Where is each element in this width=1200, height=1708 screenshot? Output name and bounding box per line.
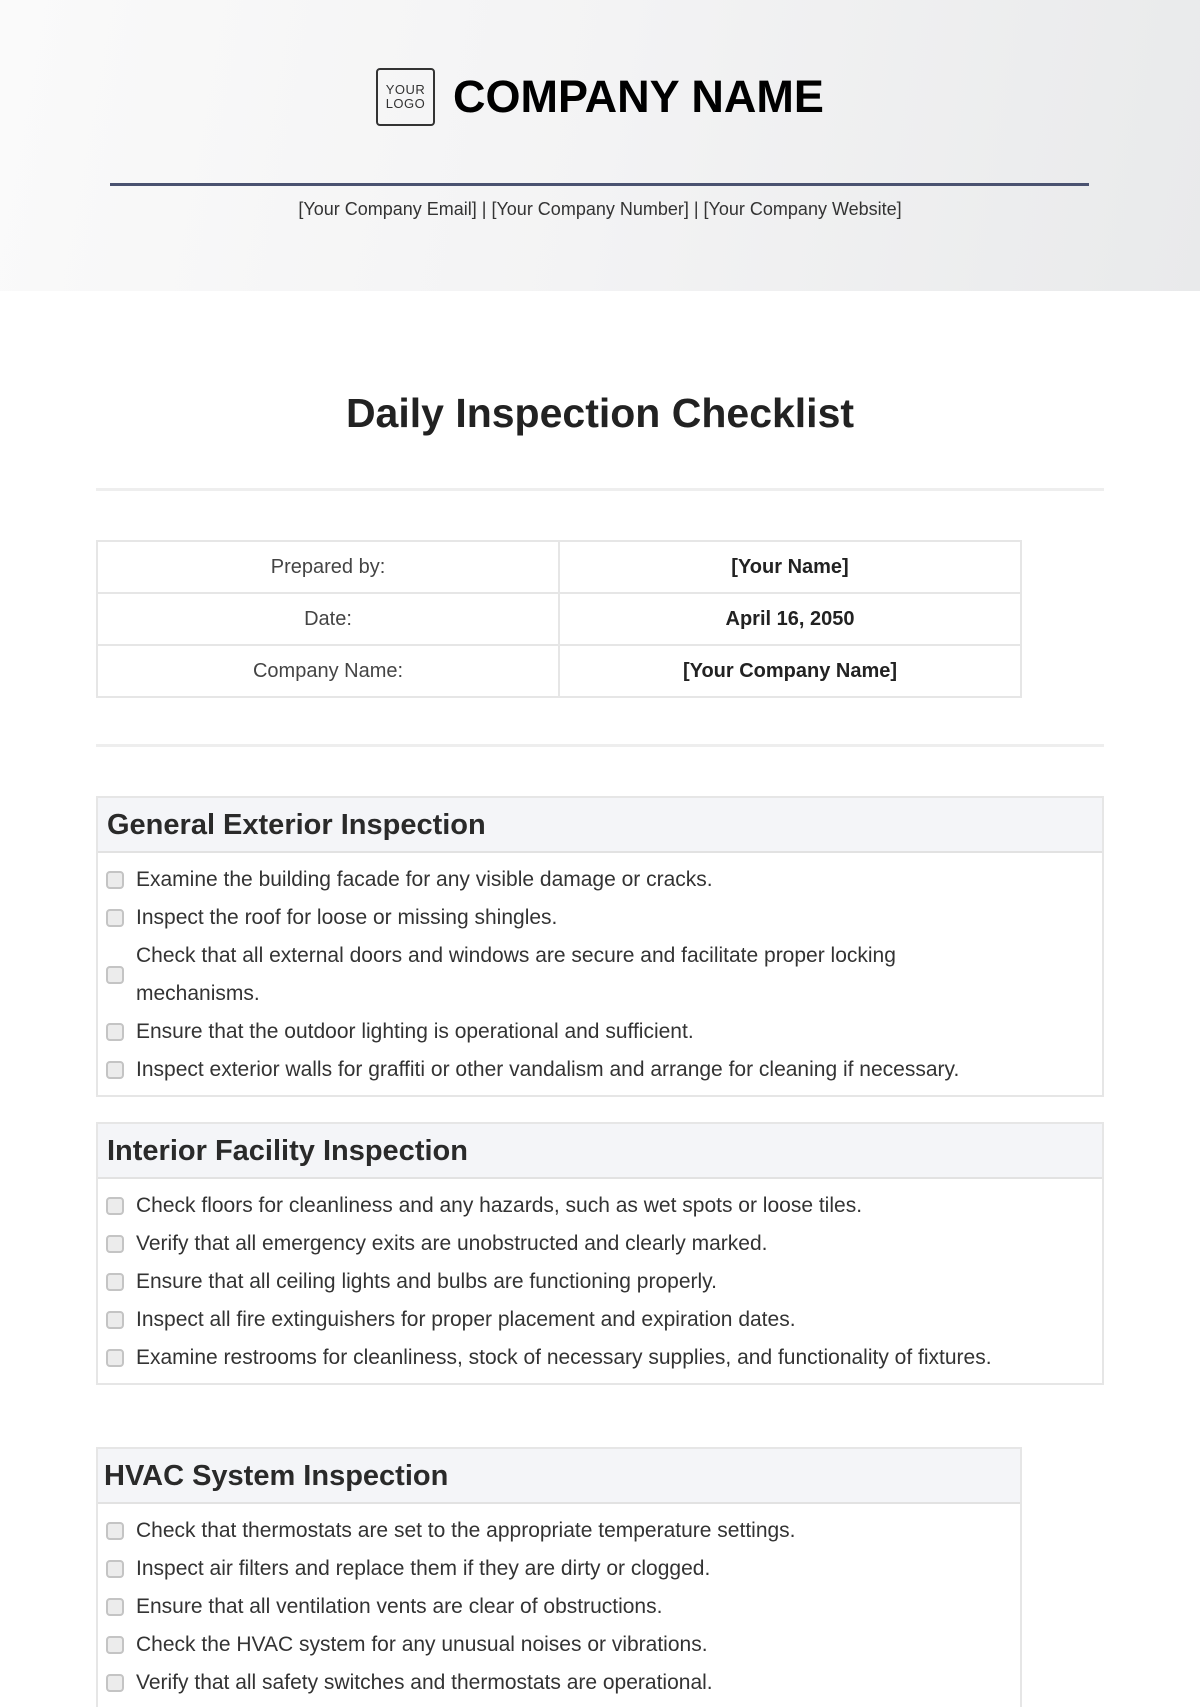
- info-value: April 16, 2050: [559, 593, 1021, 645]
- letterhead: [0, 0, 1200, 291]
- checklist-item: [98, 1664, 1020, 1702]
- checkbox[interactable]: [106, 1522, 124, 1540]
- checklist-item-text: Verify that all safety switches and thermostats are operational.: [136, 1671, 713, 1694]
- checklist-item-text: Ensure that all ventilation vents are clear of obstructions.: [136, 1595, 663, 1618]
- checklist-item: [98, 1588, 1020, 1626]
- checklist-item-text: Inspect all fire extinguishers for proper placement and expiration dates.: [136, 1308, 796, 1331]
- info-table: [96, 540, 1022, 698]
- checklist-item-text: Examine the building facade for any visible damage or cracks.: [136, 868, 713, 891]
- checklist-item: [98, 1339, 1102, 1377]
- section-hvac: [96, 1447, 1022, 1707]
- checkbox[interactable]: [106, 1023, 124, 1041]
- section-heading: HVAC System Inspection: [98, 1449, 1020, 1504]
- checklist-item-text: Check that all external doors and windows are secure and facilitate proper locking mechanisms.: [136, 944, 896, 1005]
- checklist-item-text: Check floors for cleanliness and any hazards, such as wet spots or loose tiles.: [136, 1194, 863, 1217]
- info-label: Prepared by:: [97, 541, 559, 593]
- checklist-item-text: Ensure that all ceiling lights and bulbs are functioning properly.: [136, 1270, 717, 1293]
- checklist-item: [98, 1550, 1020, 1588]
- checklist-item: [98, 1263, 1102, 1301]
- table-row: [97, 645, 1021, 697]
- checklist-item-text: Inspect exterior walls for graffiti or other vandalism and arrange for cleaning if necessary.: [136, 1058, 960, 1081]
- checklist-item: [98, 861, 1102, 899]
- checklist-item-text: Inspect air filters and replace them if they are dirty or clogged.: [136, 1557, 711, 1580]
- checkbox[interactable]: [106, 1273, 124, 1291]
- checkbox[interactable]: [106, 871, 124, 889]
- checklist: [98, 1504, 1020, 1708]
- checklist-item-text: Check that thermostats are set to the appropriate temperature settings.: [136, 1519, 796, 1542]
- checklist-item: [98, 1013, 1102, 1051]
- checklist-item: [98, 1626, 1020, 1664]
- table-row: [97, 593, 1021, 645]
- checkbox[interactable]: [106, 1197, 124, 1215]
- section-heading: Interior Facility Inspection: [98, 1124, 1102, 1179]
- header-divider: [110, 183, 1089, 186]
- checkbox[interactable]: [106, 1674, 124, 1692]
- checkbox[interactable]: [106, 1061, 124, 1079]
- checklist-item: [98, 1301, 1102, 1339]
- checkbox[interactable]: [106, 1560, 124, 1578]
- section-general-exterior: [96, 796, 1104, 1097]
- checklist-item-text: Ensure that the outdoor lighting is operational and sufficient.: [136, 1020, 694, 1043]
- logo-text: YOUR: [385, 82, 426, 97]
- checklist-item-text: Inspect the roof for loose or missing shingles.: [136, 906, 558, 929]
- checkbox[interactable]: [106, 966, 124, 984]
- checklist-item: [98, 899, 1102, 937]
- section-heading: General Exterior Inspection: [98, 798, 1102, 853]
- checkbox[interactable]: [106, 1235, 124, 1253]
- contact-info: [Your Company Email] | [Your Company Number] | [Your Company Website]: [298, 199, 902, 219]
- page-title: Daily Inspection Checklist: [345, 390, 855, 436]
- checklist: [98, 1179, 1102, 1383]
- checklist-item: [98, 1512, 1020, 1550]
- checklist-item: [98, 937, 1102, 1013]
- info-value: [Your Company Name]: [559, 645, 1021, 697]
- checklist-item: [98, 1225, 1102, 1263]
- info-value: [Your Name]: [559, 541, 1021, 593]
- divider: [96, 488, 1104, 491]
- checklist-item: [98, 1187, 1102, 1225]
- table-row: [97, 541, 1021, 593]
- checklist: [98, 853, 1102, 1095]
- divider: [96, 744, 1104, 747]
- checkbox[interactable]: [106, 1598, 124, 1616]
- info-label: Company Name:: [97, 645, 559, 697]
- checklist-item-text: Check the HVAC system for any unusual noises or vibrations.: [136, 1633, 708, 1656]
- section-interior-facility: [96, 1122, 1104, 1385]
- checkbox[interactable]: [106, 1311, 124, 1329]
- logo-placeholder: [376, 68, 435, 126]
- logo-text: LOGO: [385, 96, 426, 111]
- checkbox[interactable]: [106, 1349, 124, 1367]
- checklist-item-text: Verify that all emergency exits are unobstructed and clearly marked.: [136, 1232, 768, 1255]
- checkbox[interactable]: [106, 1636, 124, 1654]
- checkbox[interactable]: [106, 909, 124, 927]
- info-label: Date:: [97, 593, 559, 645]
- checklist-item-text: Examine restrooms for cleanliness, stock of necessary supplies, and functionality of fixtures.: [136, 1346, 992, 1369]
- company-name: COMPANY NAME: [453, 71, 824, 122]
- checklist-item: [98, 1051, 1102, 1089]
